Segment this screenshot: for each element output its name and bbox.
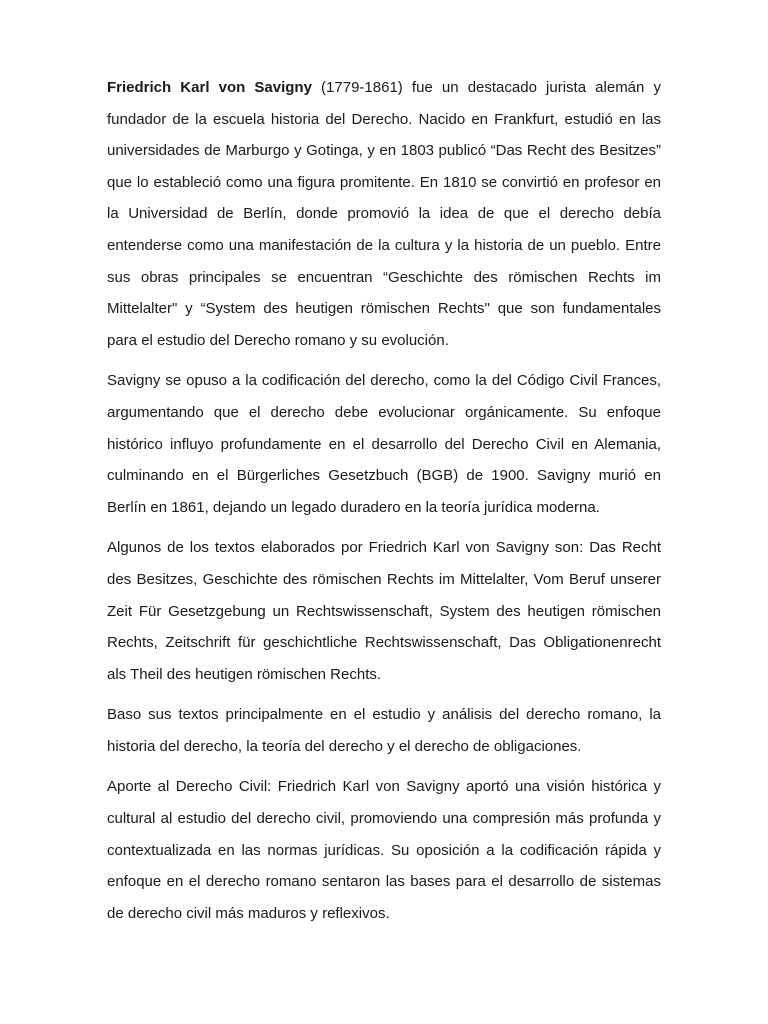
author-name: Friedrich Karl von Savigny xyxy=(107,79,312,96)
paragraph-works: Algunos de los textos elaborados por Friedrich Karl von Savigny son: Das Recht des Besitzes, Geschichte des römischen Rechts im Mittelalter, Vom Beruf unserer Zeit Für Gesetzgebung un Rechtswissenschaft, System des heutigen römischen Rechts, Zeitschrift für geschichtliche Rechtswissenschaft, Das Obligationenrecht als Theil des heutigen römischen Rechts. xyxy=(107,539,661,683)
paragraph-contribution: Aporte al Derecho Civil: Friedrich Karl von Savigny aportó una visión histórica y cultural al estudio del derecho civil, promoviendo una compresión más profunda y contextualizada en las normas jurídicas. Su oposición a la codificación rápida y enfoque en el derecho romano sentaron las bases para el desarrollo de sistemas de derecho civil más maduros y reflexivos. xyxy=(107,778,661,922)
paragraph-intro xyxy=(107,72,661,356)
paragraph-intro-text: (1779-1861) fue un destacado jurista alemán y fundador de la escuela historia del Derecho. Nacido en Frankfurt, estudió en las universidades de Marburgo y Gotinga, y en 1803 publicó “Das Recht des Besitzes” que lo estableció como una figura promitente. En 1810 se convirtió en profesor en la Universidad de Berlín, donde promovió la idea de que el derecho debía entenderse como una manifestación de la cultura y la historia de un pueblo. Entre sus obras principales se encuentran “Geschichte des römischen Rechts im Mittelalter" y “System des heutigen römischen Rechts" que son fundamentales para el estudio del Derecho romano y su evolución. xyxy=(107,79,661,349)
paragraph-codification: Savigny se opuso a la codificación del derecho, como la del Código Civil Frances, argumentando que el derecho debe evolucionar orgánicamente. Su enfoque histórico influyo profundamente en el desarrollo del Derecho Civil en Alemania, culminando en el Bürgerliches Gesetzbuch (BGB) de 1900. Savigny murió en Berlín en 1861, dejando un legado duradero en la teoría jurídica moderna. xyxy=(107,372,661,516)
document-body xyxy=(107,72,661,938)
paragraph-basis: Baso sus textos principalmente en el estudio y análisis del derecho romano, la historia del derecho, la teoría del derecho y el derecho de obligaciones. xyxy=(107,706,661,755)
